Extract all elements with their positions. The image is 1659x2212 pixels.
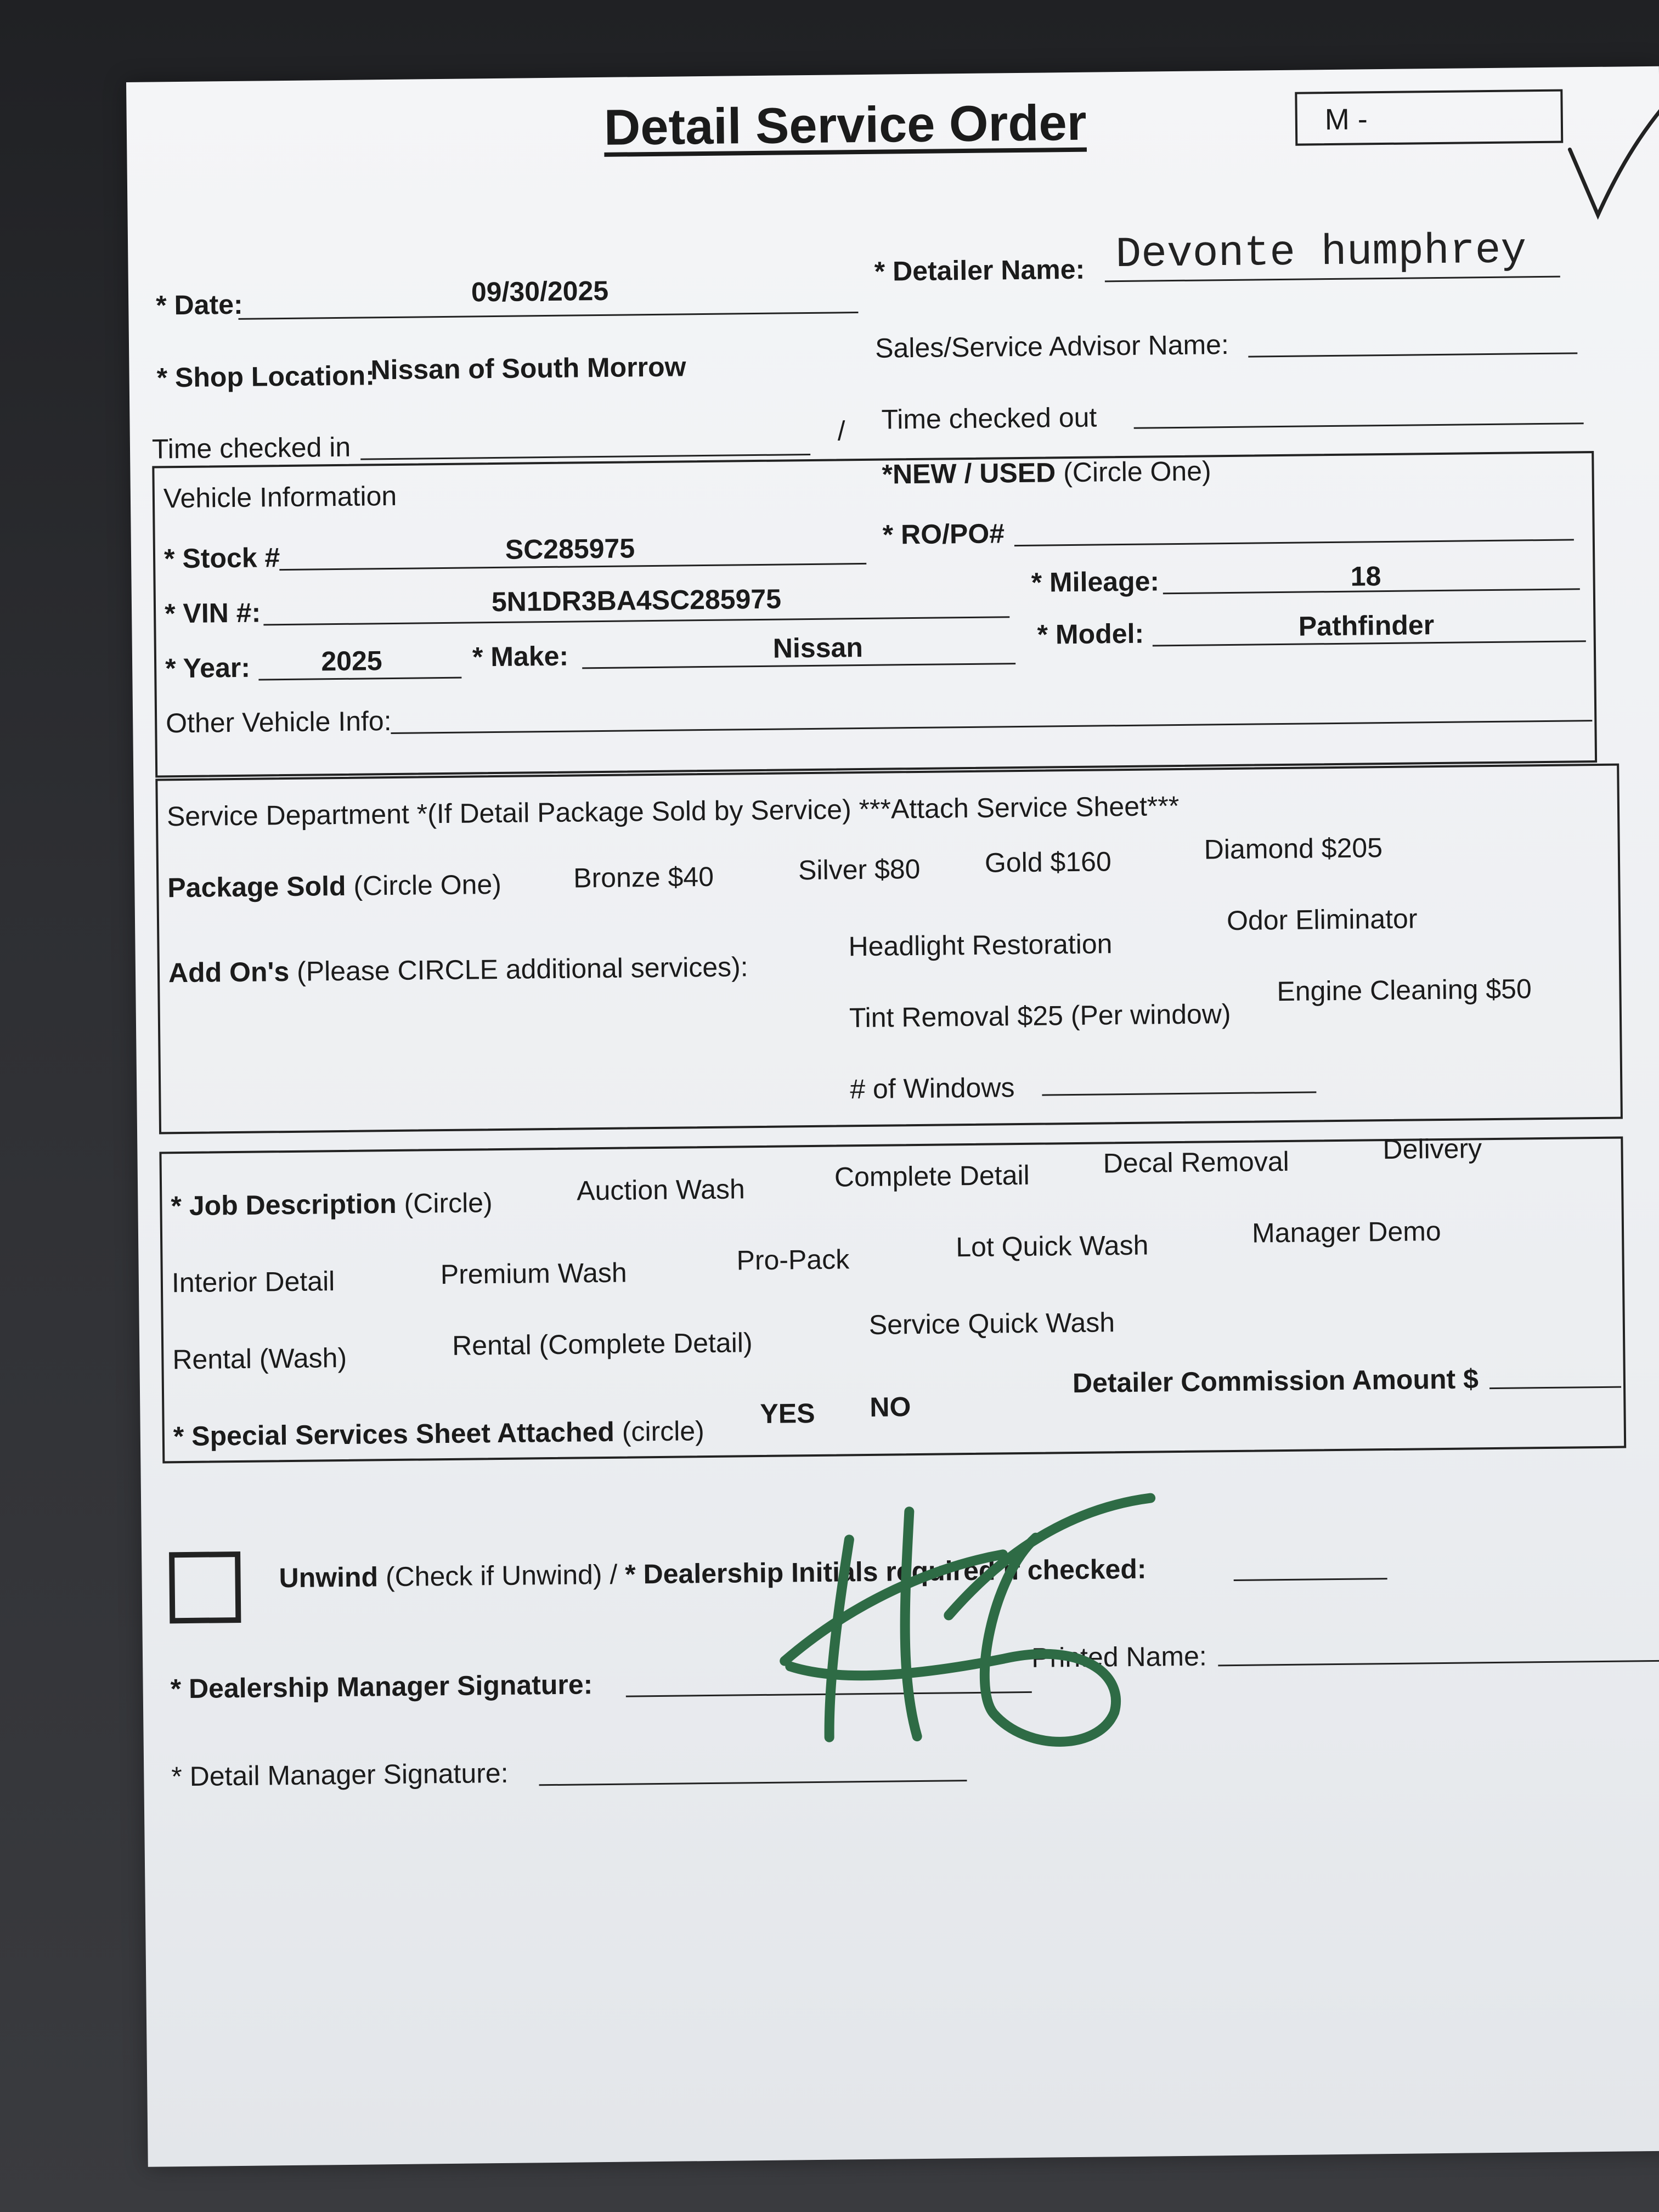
time-separator: / (837, 415, 845, 447)
service-order-form (126, 66, 1659, 2167)
job-interior-detail[interactable]: Interior Detail (171, 1266, 335, 1299)
advisor-name-line[interactable] (1248, 352, 1577, 357)
job-rental-complete-detail[interactable]: Rental (Complete Detail) (452, 1327, 753, 1361)
package-silver[interactable]: Silver $80 (798, 853, 921, 886)
printed-name-line[interactable] (1218, 1660, 1659, 1667)
package-diamond[interactable]: Diamond $205 (1204, 832, 1383, 865)
printed-name-label: Printed Name: (1031, 1640, 1207, 1673)
time-out-label: Time checked out (881, 402, 1097, 435)
shop-location-label: * Shop Location: (156, 360, 375, 393)
date-line (239, 312, 859, 320)
job-manager-demo[interactable]: Manager Demo (1251, 1216, 1441, 1249)
unwind-label: Unwind (279, 1561, 379, 1594)
detailer-name-label: * Detailer Name: (874, 253, 1085, 287)
windows-count-label: # of Windows (849, 1072, 1015, 1105)
other-vehicle-info-label: Other Vehicle Info: (165, 706, 392, 739)
job-pro-pack[interactable]: Pro-Pack (736, 1244, 850, 1276)
model-value[interactable]: Pathfinder (1298, 610, 1435, 642)
vin-value[interactable]: 5N1DR3BA4SC285975 (491, 583, 782, 618)
ro-po-label: * RO/PO# (882, 518, 1005, 550)
addon-odor-eliminator[interactable]: Odor Eliminator (1226, 903, 1418, 936)
new-used-instruction: (Circle One) (1063, 455, 1211, 488)
shop-location-value[interactable]: Nissan of South Morrow (370, 351, 686, 386)
job-rental-wash[interactable]: Rental (Wash) (172, 1342, 347, 1375)
addon-headlight-restoration[interactable]: Headlight Restoration (848, 928, 1113, 962)
m-box-label: M - (1324, 103, 1368, 137)
unwind-instruction: (Check if Unwind) / (385, 1559, 618, 1593)
addon-engine-cleaning[interactable]: Engine Cleaning $50 (1277, 973, 1532, 1007)
mileage-value[interactable]: 18 (1350, 561, 1381, 592)
job-service-quick-wash[interactable]: Service Quick Wash (868, 1307, 1115, 1340)
detail-manager-signature-line[interactable] (539, 1780, 967, 1786)
date-label: * Date: (155, 289, 243, 321)
make-value[interactable]: Nissan (772, 631, 864, 664)
vin-label: * VIN #: (164, 597, 261, 629)
make-label: * Make: (472, 640, 569, 673)
detailer-name-value[interactable]: Devonte humphrey (1115, 227, 1527, 280)
job-complete-detail[interactable]: Complete Detail (834, 1159, 1030, 1193)
vehicle-info-heading: Vehicle Information (163, 480, 397, 514)
add-ons-instruction: (Please CIRCLE additional services): (296, 951, 748, 987)
package-bronze[interactable]: Bronze $40 (573, 861, 714, 894)
special-services-yes[interactable]: YES (760, 1397, 815, 1430)
special-services-instruction: (circle) (622, 1415, 705, 1447)
time-in-line[interactable] (360, 454, 810, 460)
job-delivery[interactable]: Delivery (1383, 1133, 1482, 1165)
dealership-manager-signature (772, 1475, 1214, 1776)
form-title: Detail Service Order (603, 94, 1087, 156)
year-value[interactable]: 2025 (321, 645, 382, 677)
job-description-instruction: (Circle) (404, 1187, 493, 1219)
dealership-manager-signature-label: * Dealership Manager Signature: (170, 1669, 593, 1705)
new-used-option[interactable]: *NEW / USED (882, 457, 1056, 490)
date-value[interactable]: 09/30/2025 (471, 275, 609, 308)
model-label: * Model: (1037, 618, 1144, 650)
time-in-label: Time checked in (151, 431, 351, 465)
job-premium-wash[interactable]: Premium Wash (440, 1257, 627, 1290)
job-decal-removal[interactable]: Decal Removal (1103, 1146, 1290, 1179)
job-auction-wash[interactable]: Auction Wash (576, 1173, 746, 1206)
unwind-checkbox[interactable] (169, 1551, 241, 1623)
mileage-label: * Mileage: (1031, 566, 1160, 598)
job-description-label: * Job Description (171, 1188, 397, 1222)
year-label: * Year: (165, 652, 251, 684)
special-services-label: * Special Services Sheet Attached (173, 1416, 615, 1452)
detail-manager-signature-label: * Detail Manager Signature: (171, 1757, 509, 1792)
add-ons-label: Add On's (168, 956, 290, 989)
check-mark-icon (1486, 33, 1659, 255)
job-lot-quick-wash[interactable]: Lot Quick Wash (956, 1229, 1149, 1263)
stock-label: * Stock # (163, 542, 280, 574)
addon-tint-removal[interactable]: Tint Removal $25 (Per window) (849, 998, 1231, 1034)
time-out-line[interactable] (1134, 422, 1584, 429)
stock-value[interactable]: SC285975 (505, 533, 635, 565)
package-sold-label: Package Sold (167, 870, 346, 904)
special-services-no[interactable]: NO (870, 1391, 911, 1423)
package-sold-instruction: (Circle One) (353, 868, 502, 901)
dealership-initials-line[interactable] (1234, 1578, 1387, 1581)
advisor-name-label: Sales/Service Advisor Name: (874, 329, 1229, 364)
dealership-initials-label: * Dealership Initials required if checked: (624, 1553, 1147, 1590)
commission-amount-label: Detailer Commission Amount $ (1072, 1363, 1479, 1399)
package-gold[interactable]: Gold $160 (984, 846, 1112, 878)
service-department-heading: Service Department *(If Detail Package Sold by Service) ***Attach Service Sheet*** (166, 790, 1180, 832)
